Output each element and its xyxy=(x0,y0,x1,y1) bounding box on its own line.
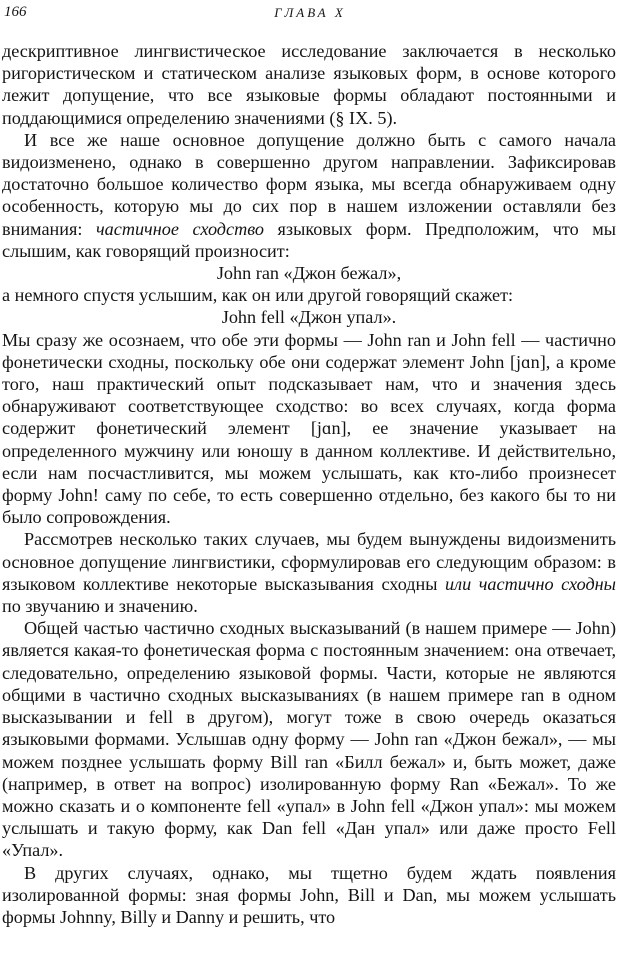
paragraph-5-text-b: по звучанию и значению. xyxy=(2,596,198,617)
paragraph-1: дескриптивное лингвистическое исследование заключается в несколько ригористическом и статическом анализе языковых форм, в основе которого лежит допущение, что все языковые формы обладают постоянными и поддающимися определению значениями (§ IX. 5). xyxy=(2,41,616,128)
paragraph-4: Мы сразу же осознаем, что обе эти формы — John ran и John fell — частично фонетически сходны, поскольку обе они содержат элемент John [jɑn], а кроме того, наш практический опыт подсказывает нам, что и значения здесь обнаруживают соответствующее сходство: во всех случаях, когда форма содержит фонетический элемент [jɑn], ее значение указывает на определенного мужчину или юношу в данном коллективе. И действительно, если нам посчастливится, мы можем услышать, как кто-либо произнесет форму John! саму по себе, то есть совершенно отдельно, без какого бы то ни было сопровождения. xyxy=(2,329,616,528)
paragraph-2-text-a: И все же наше основное допущение должно быть с самого начала видоизменено, однако в совершенно другом направлении. Зафиксировав достаточно большое количество форм языка, мы всегда обнаруживаем одну особенность, которую мы до сих пор в нашем изложении оставляли без внимания: xyxy=(2,129,616,239)
example-john-ran: John ran «Джон бежал», xyxy=(216,263,402,284)
page-body xyxy=(2,40,616,928)
paragraph-5 xyxy=(2,528,616,617)
running-header xyxy=(0,4,620,24)
paragraph-2 xyxy=(2,129,616,262)
emphasis-partial-similarity: частичное сходство xyxy=(95,218,264,239)
paragraph-6: Общей частью частично сходных высказываний (в нашем примере — John) является какая-то фонетическая форма с постоянным значением: она отвечает, следовательно, определению языковой формы. Части, которые не являются общими в частично сходных высказываниях (в нашем примере ran в одном высказывании и fell в другом), могут тоже в свою очередь оказаться языковыми формами. Услышав одну форму — John ran «Джон бежал», — мы можем позднее услышать форму Bill ran «Билл бежал» и, быть может, даже (например, в ответ на вопрос) изолированную форму Ran «Бежал». То же можно сказать и о компоненте fell «упал» в John fell «Джон упал»: мы можем услышать и такую форму, как Dan fell «Дан упал» или даже просто Fell «Упал». xyxy=(2,618,616,861)
example-john-fell: John fell «Джон упал». xyxy=(221,307,397,328)
chapter-heading: ГЛАВА X xyxy=(274,5,346,20)
paragraph-7: В других случаях, однако, мы тщетно будем ждать появления изолированной формы: зная формы John, Bill и Dan, мы можем услышать формы Johnny, Billy и Danny и решить, что xyxy=(2,862,616,927)
paragraph-3: а немного спустя услышим, как он или другой говорящий скажет: xyxy=(2,285,514,306)
paragraph-2-text-b: языковых форм. Предположим, что мы слышим, как говорящий произносит: xyxy=(2,218,616,261)
emphasis-or-partially-similar: или частично сходны xyxy=(445,573,616,594)
page-number: 166 xyxy=(4,4,27,20)
paragraph-5-text-a: Рассмотрев несколько таких случаев, мы будем вынуждены видоизменить основное допущение лингвистики, сформулировав его следующим образом: в языковом коллективе некоторые высказывания сходны xyxy=(2,529,616,594)
